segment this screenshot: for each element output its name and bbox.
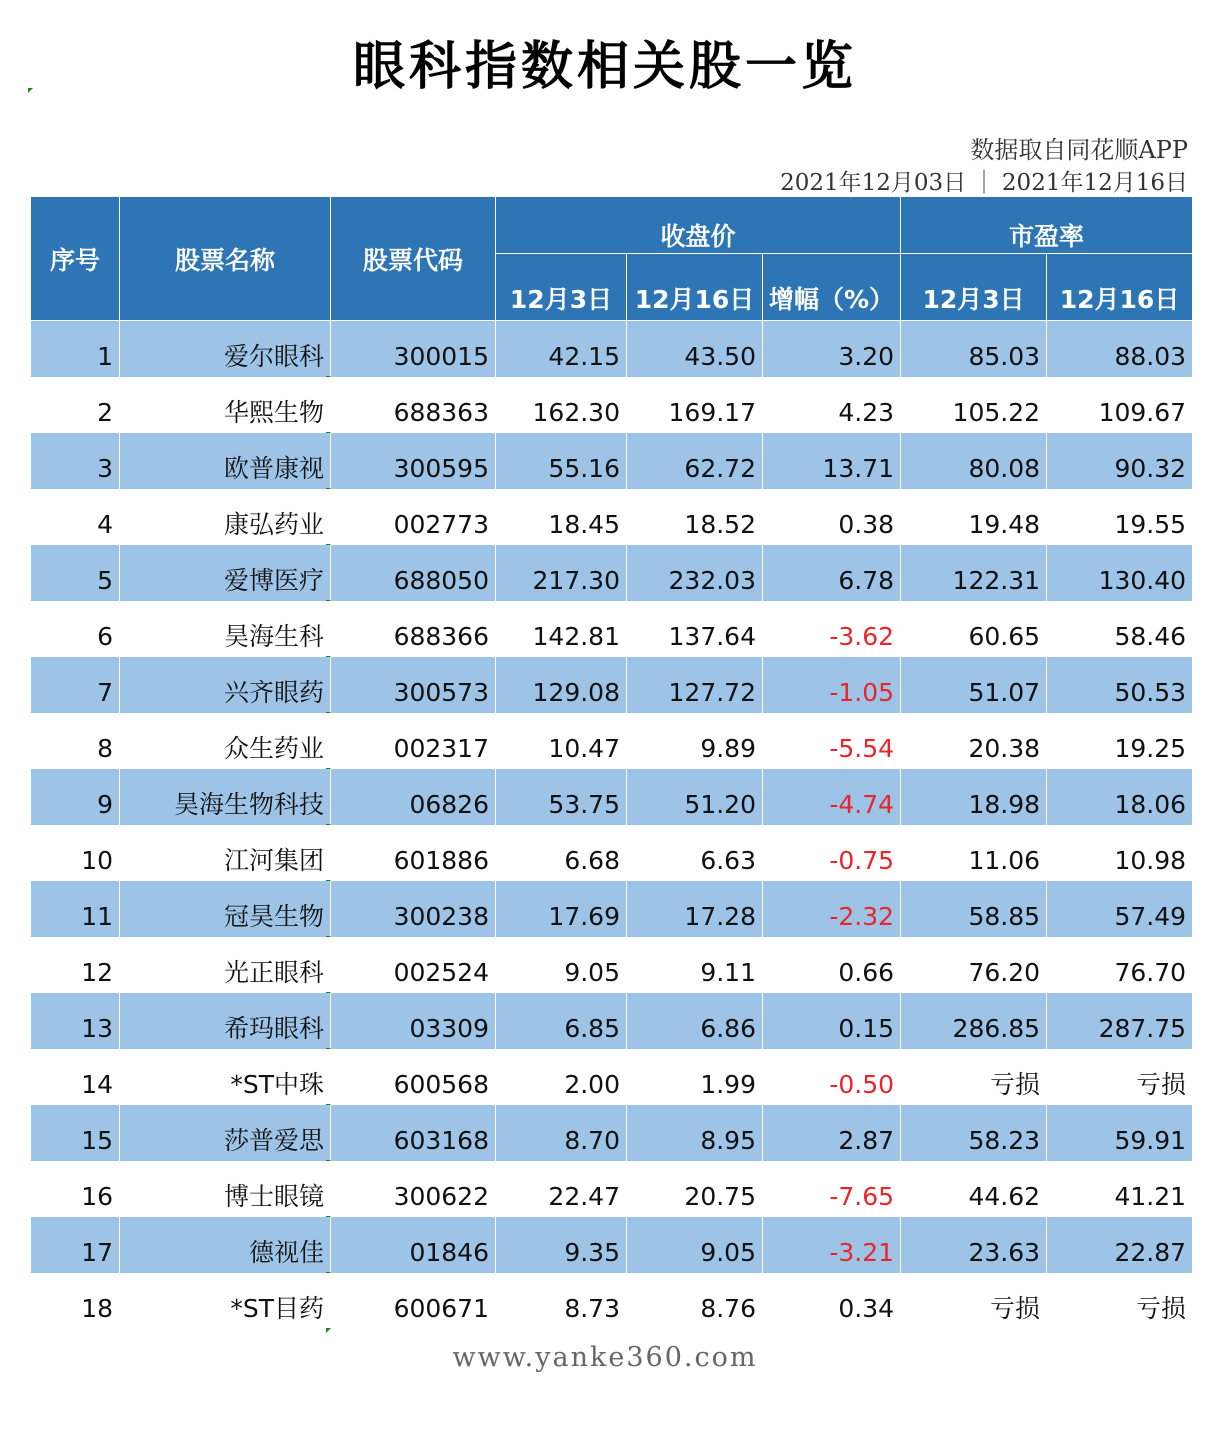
date-end: 2021年12月16日: [1001, 170, 1188, 196]
table-row: [31, 489, 1193, 545]
cell-close-d2: 6.86: [627, 993, 763, 1049]
cell-name: 康弘药业: [120, 489, 331, 545]
cell-change: 6.78: [763, 545, 901, 601]
cell-index: 18: [31, 1273, 120, 1329]
cell-close-d2: 43.50: [627, 321, 763, 378]
cell-index: 10: [31, 825, 120, 881]
stock-table: [30, 196, 1193, 1329]
table-row: [31, 433, 1193, 489]
cell-close-d2: 169.17: [627, 377, 763, 433]
cell-pe-d2: 41.21: [1047, 1161, 1193, 1217]
cell-code: 002773: [331, 489, 496, 545]
cell-index: 12: [31, 937, 120, 993]
cell-close-d2: 1.99: [627, 1049, 763, 1105]
cell-name: *ST中珠: [120, 1049, 331, 1105]
cell-close-d2: 137.64: [627, 601, 763, 657]
cell-pe-d2: 130.40: [1047, 545, 1193, 601]
header-change: 增幅（%）: [763, 254, 901, 321]
cell-code: 300595: [331, 433, 496, 489]
cell-close-d2: 18.52: [627, 489, 763, 545]
cell-index: 17: [31, 1217, 120, 1273]
cell-name: 欧普康视: [120, 433, 331, 489]
cell-code: 688363: [331, 377, 496, 433]
cell-change: 0.66: [763, 937, 901, 993]
cell-pe-d1: 44.62: [901, 1161, 1047, 1217]
cell-name: 众生药业: [120, 713, 331, 769]
cell-change: 0.38: [763, 489, 901, 545]
cell-index: 13: [31, 993, 120, 1049]
cell-change: -5.54: [763, 713, 901, 769]
table-row: [31, 377, 1193, 433]
header-close-d1: 12月3日: [496, 254, 627, 321]
header-pe-d1: 12月3日: [901, 254, 1047, 321]
table-row: [31, 993, 1193, 1049]
cell-close-d1: 55.16: [496, 433, 627, 489]
cell-change: 0.34: [763, 1273, 901, 1329]
cell-close-d1: 162.30: [496, 377, 627, 433]
cell-close-d2: 62.72: [627, 433, 763, 489]
cell-pe-d2: 76.70: [1047, 937, 1193, 993]
cell-code: 06826: [331, 769, 496, 825]
cell-close-d2: 9.11: [627, 937, 763, 993]
cell-index: 3: [31, 433, 120, 489]
cell-name: 莎普爱思: [120, 1105, 331, 1161]
cell-pe-d1: 亏损: [901, 1049, 1047, 1105]
cell-close-d2: 8.95: [627, 1105, 763, 1161]
cell-close-d1: 17.69: [496, 881, 627, 937]
cell-close-d2: 17.28: [627, 881, 763, 937]
header-pe-d2: 12月16日: [1047, 254, 1193, 321]
cell-change: -3.21: [763, 1217, 901, 1273]
cell-code: 601886: [331, 825, 496, 881]
cell-code: 300238: [331, 881, 496, 937]
cell-index: 4: [31, 489, 120, 545]
cell-name: 光正眼科: [120, 937, 331, 993]
cell-close-d1: 53.75: [496, 769, 627, 825]
cell-index: 9: [31, 769, 120, 825]
cell-name: 爱尔眼科: [120, 321, 331, 378]
cell-pe-d2: 287.75: [1047, 993, 1193, 1049]
cell-code: 03309: [331, 993, 496, 1049]
cell-change: 2.87: [763, 1105, 901, 1161]
cell-pe-d1: 60.65: [901, 601, 1047, 657]
cell-close-d2: 127.72: [627, 657, 763, 713]
cell-pe-d1: 122.31: [901, 545, 1047, 601]
header-close-group: 收盘价: [496, 197, 901, 254]
cell-pe-d1: 286.85: [901, 993, 1047, 1049]
cell-index: 2: [31, 377, 120, 433]
footer-url: www.yanke360.com: [452, 1342, 758, 1373]
header-close-d2: 12月16日: [627, 254, 763, 321]
cell-close-d1: 22.47: [496, 1161, 627, 1217]
cell-code: 300015: [331, 321, 496, 378]
cell-pe-d1: 11.06: [901, 825, 1047, 881]
cell-name: 昊海生物科技: [120, 769, 331, 825]
cell-close-d1: 142.81: [496, 601, 627, 657]
cell-close-d2: 51.20: [627, 769, 763, 825]
table-body: [31, 321, 1193, 1330]
cell-name: 博士眼镜: [120, 1161, 331, 1217]
cell-code: 688050: [331, 545, 496, 601]
cell-name: 昊海生科: [120, 601, 331, 657]
table-row: [31, 1049, 1193, 1105]
cell-close-d1: 18.45: [496, 489, 627, 545]
cell-index: 6: [31, 601, 120, 657]
cell-close-d2: 9.05: [627, 1217, 763, 1273]
cell-pe-d2: 57.49: [1047, 881, 1193, 937]
table-row: [31, 545, 1193, 601]
cell-close-d1: 8.70: [496, 1105, 627, 1161]
cell-code: 688366: [331, 601, 496, 657]
cell-index: 16: [31, 1161, 120, 1217]
cell-pe-d2: 亏损: [1047, 1049, 1193, 1105]
cell-code: 300622: [331, 1161, 496, 1217]
cell-name: 爱博医疗: [120, 545, 331, 601]
cell-pe-d2: 50.53: [1047, 657, 1193, 713]
page-title: 眼科指数相关股一览: [352, 36, 857, 97]
header-code: 股票代码: [331, 197, 496, 321]
cell-name: 兴齐眼药: [120, 657, 331, 713]
cell-name: 德视佳: [120, 1217, 331, 1273]
cell-close-d1: 217.30: [496, 545, 627, 601]
cell-pe-d1: 80.08: [901, 433, 1047, 489]
source-note: 数据取自同花顺APP: [970, 136, 1188, 164]
cell-close-d1: 129.08: [496, 657, 627, 713]
cell-pe-d1: 19.48: [901, 489, 1047, 545]
cell-pe-d1: 105.22: [901, 377, 1047, 433]
cell-close-d2: 9.89: [627, 713, 763, 769]
cell-index: 11: [31, 881, 120, 937]
cell-pe-d2: 18.06: [1047, 769, 1193, 825]
cell-close-d1: 10.47: [496, 713, 627, 769]
table-row: [31, 825, 1193, 881]
cell-change: 4.23: [763, 377, 901, 433]
cell-close-d2: 20.75: [627, 1161, 763, 1217]
cell-index: 8: [31, 713, 120, 769]
table-row: [31, 881, 1193, 937]
cell-name: 江河集团: [120, 825, 331, 881]
cell-name: *ST目药: [120, 1273, 331, 1329]
cell-close-d1: 9.35: [496, 1217, 627, 1273]
table-row: [31, 1217, 1193, 1273]
cell-index: 15: [31, 1105, 120, 1161]
cell-pe-d1: 20.38: [901, 713, 1047, 769]
cell-change: 13.71: [763, 433, 901, 489]
cell-code: 600568: [331, 1049, 496, 1105]
cell-pe-d1: 58.85: [901, 881, 1047, 937]
cell-pe-d2: 亏损: [1047, 1273, 1193, 1329]
date-separator: |: [980, 167, 988, 194]
table-row: [31, 769, 1193, 825]
cell-change: 0.15: [763, 993, 901, 1049]
cell-code: 300573: [331, 657, 496, 713]
cell-pe-d1: 58.23: [901, 1105, 1047, 1161]
cell-index: 5: [31, 545, 120, 601]
cell-change: -4.74: [763, 769, 901, 825]
cell-change: -2.32: [763, 881, 901, 937]
cell-pe-d2: 88.03: [1047, 321, 1193, 378]
cell-change: -3.62: [763, 601, 901, 657]
table-row: [31, 937, 1193, 993]
cell-code: 002317: [331, 713, 496, 769]
table-row: [31, 1273, 1193, 1329]
cell-close-d1: 6.85: [496, 993, 627, 1049]
cell-close-d2: 8.76: [627, 1273, 763, 1329]
table-row: [31, 1105, 1193, 1161]
cell-close-d1: 6.68: [496, 825, 627, 881]
cell-close-d1: 42.15: [496, 321, 627, 378]
cell-pe-d1: 亏损: [901, 1273, 1047, 1329]
cell-pe-d2: 19.55: [1047, 489, 1193, 545]
cell-index: 1: [31, 321, 120, 378]
cell-close-d2: 232.03: [627, 545, 763, 601]
cell-pe-d1: 76.20: [901, 937, 1047, 993]
cell-pe-d1: 18.98: [901, 769, 1047, 825]
cell-close-d2: 6.63: [627, 825, 763, 881]
table-row: [31, 713, 1193, 769]
cell-marker-icon: [28, 88, 33, 93]
cell-pe-d2: 90.32: [1047, 433, 1193, 489]
cell-close-d1: 8.73: [496, 1273, 627, 1329]
header-index: 序号: [31, 197, 120, 321]
cell-pe-d2: 22.87: [1047, 1217, 1193, 1273]
cell-pe-d2: 19.25: [1047, 713, 1193, 769]
cell-index: 7: [31, 657, 120, 713]
cell-code: 002524: [331, 937, 496, 993]
cell-change: -1.05: [763, 657, 901, 713]
cell-close-d1: 2.00: [496, 1049, 627, 1105]
cell-pe-d1: 51.07: [901, 657, 1047, 713]
cell-pe-d1: 23.63: [901, 1217, 1047, 1273]
cell-index: 14: [31, 1049, 120, 1105]
date-start: 2021年12月03日: [780, 170, 967, 196]
cell-name: 冠昊生物: [120, 881, 331, 937]
cell-close-d1: 9.05: [496, 937, 627, 993]
cell-code: 600671: [331, 1273, 496, 1329]
cell-pe-d2: 109.67: [1047, 377, 1193, 433]
cell-change: -7.65: [763, 1161, 901, 1217]
cell-change: -0.75: [763, 825, 901, 881]
cell-pe-d1: 85.03: [901, 321, 1047, 378]
table-row: [31, 657, 1193, 713]
cell-change: -0.50: [763, 1049, 901, 1105]
cell-name: 华熙生物: [120, 377, 331, 433]
cell-change: 3.20: [763, 321, 901, 378]
table-row: [31, 601, 1193, 657]
date-range: [780, 164, 1188, 197]
header-pe-group: 市盈率: [901, 197, 1193, 254]
cell-pe-d2: 10.98: [1047, 825, 1193, 881]
cell-code: 01846: [331, 1217, 496, 1273]
cell-pe-d2: 58.46: [1047, 601, 1193, 657]
table-row: [31, 321, 1193, 378]
cell-code: 603168: [331, 1105, 496, 1161]
table-row: [31, 1161, 1193, 1217]
cell-pe-d2: 59.91: [1047, 1105, 1193, 1161]
cell-name: 希玛眼科: [120, 993, 331, 1049]
header-name: 股票名称: [120, 197, 331, 321]
